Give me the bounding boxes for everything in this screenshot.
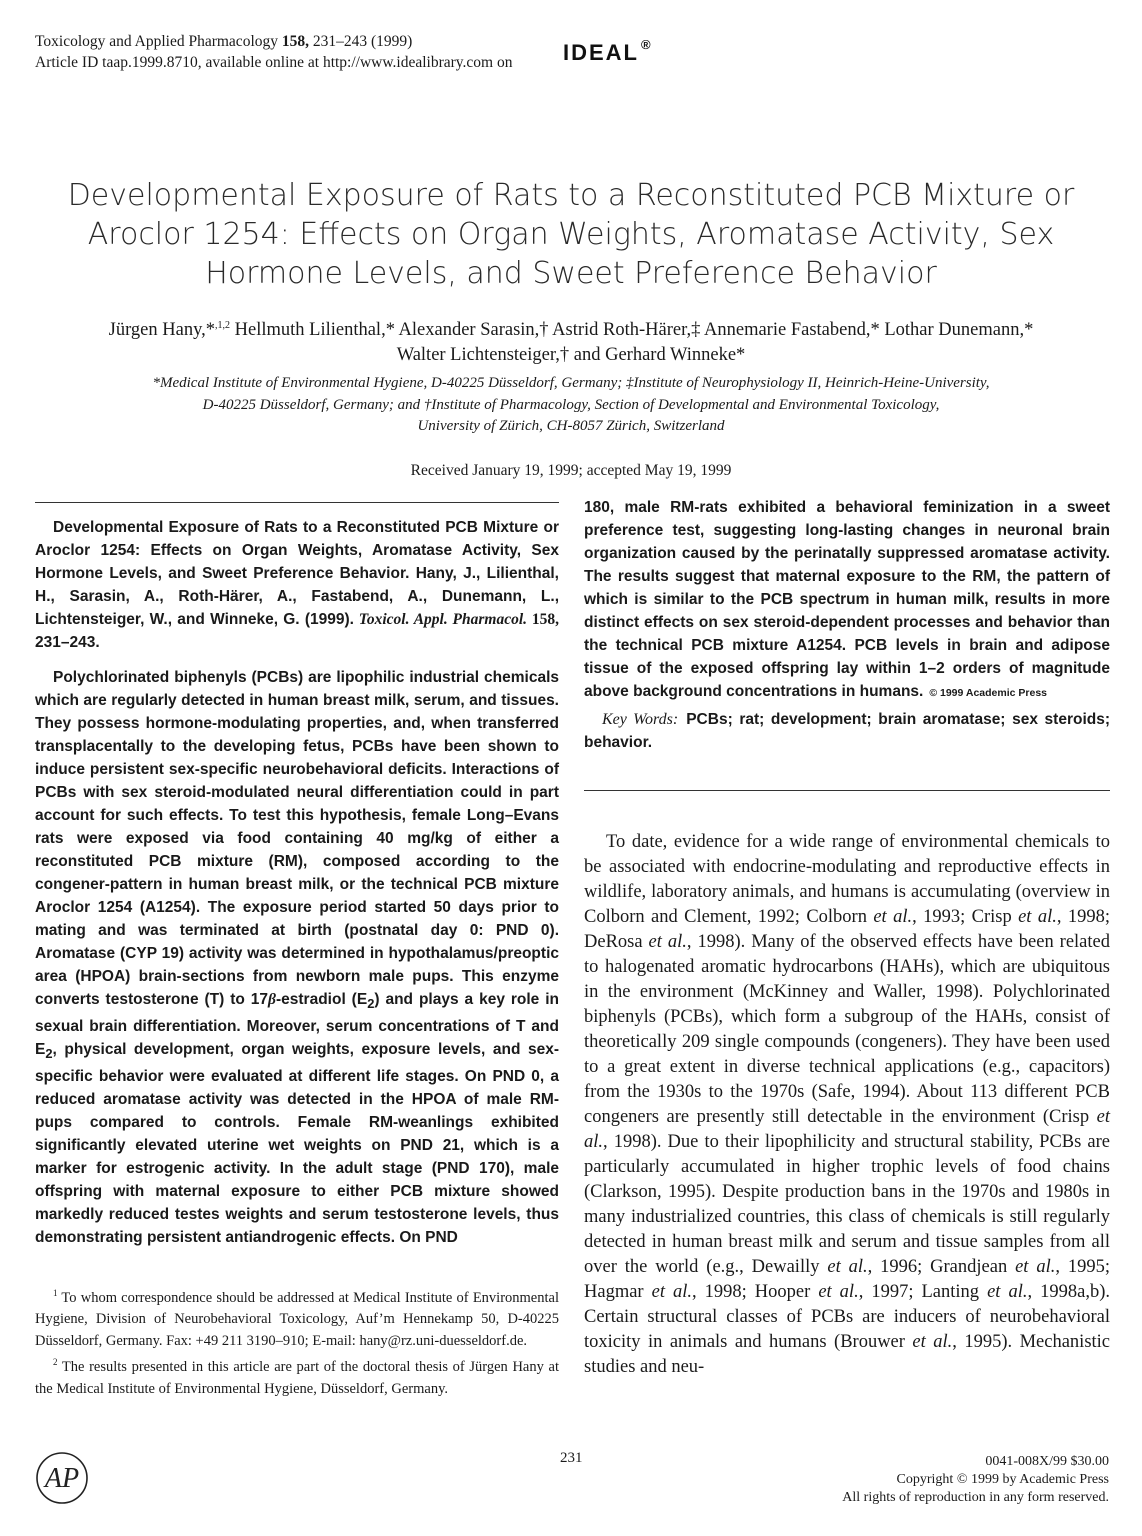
- body-text: [584, 830, 1110, 1380]
- footnotes: [35, 1283, 559, 1400]
- et-al-8: et al.: [818, 1282, 859, 1302]
- body-seg-1: To date, evidence for a wide range of environmental chemicals to be associated with endocrine-modulating and reproductive effects in wildlife, laboratory animals, and humans is accumulating (overview in Colborn and Clement, 1992; Colborn: [584, 832, 1110, 927]
- keywords-list: PCBs; rat; development; brain aromatase; sex steroids; behavior.: [584, 711, 1110, 751]
- affiliation-line-1: *Medical Institute of Environmental Hygiene, D-40225 Düsseldorf, Germany; ‡Institute of Neurophysiology II, Heinrich-Heine-University,: [152, 375, 990, 391]
- abstract-citation-journal: Toxicol. Appl. Pharmacol.: [353, 611, 528, 628]
- abstract-right-column: [584, 496, 1110, 754]
- registered-mark: ®: [641, 37, 653, 52]
- et-al-4: et al.: [584, 1107, 1110, 1152]
- body-seg-7: , 1995; Hagmar: [584, 1257, 1110, 1302]
- author-line-1-rest: Hellmuth Lilienthal,* Alexander Sarasin,† Astrid Roth-Härer,‡ Annemarie Fastabend,* Lothar Dunemann,*: [230, 320, 1034, 341]
- abstract-body-part-2: -estradiol (E: [275, 991, 368, 1008]
- beta-symbol: β: [268, 991, 276, 1008]
- body-seg-5: , 1998). Due to their lipophilicity and structural stability, PCBs are particularly accumulated in higher trophic levels of food chains (Clarkson, 1995). Despite production bans in the 1970s and 1980s in many industrialized countries, this class of chemicals is still regularly detected in human breast milk and serum and tissue samples from all over the world (e.g., Dewailly: [584, 1132, 1110, 1277]
- ideal-logo: [563, 37, 653, 66]
- subscript-2: 2: [367, 996, 375, 1012]
- journal-volume: 158,: [281, 33, 309, 50]
- subscript-2b: 2: [45, 1046, 53, 1062]
- abstract-citation-text: Developmental Exposure of Rats to a Reconstituted PCB Mixture or Aroclor 1254: Effects on Organ Weights, Aromatase Activity, Sex Hormone Levels, and Sweet Preference Behavior. Hany, J., Lilienthal, H., Sarasin, A., Roth-Härer, A., Fastabend, A., Dunemann, L., Lichtensteiger, W., and Winneke, G. (1999).: [35, 519, 559, 628]
- abstract-body: [35, 666, 559, 1249]
- abstract-continued: [584, 496, 1110, 705]
- abstract-citation: [35, 516, 559, 654]
- et-al-10: et al.: [912, 1332, 953, 1352]
- et-al-9: et al.: [987, 1282, 1028, 1302]
- abstract-bottom-rule: [584, 790, 1110, 791]
- article-id-line: Article ID taap.1999.8710, available online at http://www.idealibrary.com on: [35, 54, 513, 71]
- abstract-left-column: [35, 516, 559, 1249]
- journal-header: [35, 31, 513, 73]
- abstract-continued-text: 180, male RM-rats exhibited a behavioral feminization in a sweet preference test, suggesting long-lasting changes in neuronal brain organization caused by the perinatally suppressed aromatase activity. The results suggest that maternal exposure to the RM, the pattern of which is similar to the PCB spectrum in human milk, results in more distinct effects on sex steroid-dependent processes and behavior than the technical PCB mixture A1254. PCB levels in brain and adipose tissue of the exposed offspring lay within 1–2 orders of magnitude above background concentrations in humans.: [584, 499, 1110, 700]
- abstract-citation-volume: 158,: [527, 611, 559, 628]
- academic-press-logo-text: AP: [44, 1463, 80, 1494]
- article-title: Developmental Exposure of Rats to a Reconstituted PCB Mixture or Aroclor 1254: Effects on Organ Weights, Aromatase Activity, Sex Hormone Levels, and Sweet Preference Behavior: [67, 178, 1075, 291]
- abstract-top-rule: [35, 502, 559, 503]
- et-al-7: et al.: [651, 1282, 692, 1302]
- et-al-6: et al.: [1015, 1257, 1056, 1277]
- ideal-logo-text: IDEAL: [563, 40, 639, 65]
- rights-line: All rights of reproduction in any form reserved.: [842, 1490, 1109, 1505]
- page-number: 231: [560, 1450, 583, 1466]
- keywords-label: Key Words:: [602, 711, 679, 728]
- affiliation-line-3: University of Zürich, CH-8057 Zürich, Switzerland: [417, 418, 725, 434]
- affiliation-line-2: D-40225 Düsseldorf, Germany; and †Institute of Pharmacology, Section of Developmental and Environmental Toxicology,: [202, 396, 940, 413]
- et-al-3: et al.: [648, 932, 687, 952]
- body-seg-10: , 1998a,b). Certain structural classes of PCBs are inducers of neurobehavioral toxicity in animals and humans (Brouwer: [584, 1282, 1110, 1352]
- abstract-body-part-3: ) and plays a key role in sexual brain differentiation. Moreover, serum concentrations of T and E: [35, 991, 559, 1059]
- footnote-2-text: The results presented in this article are part of the doctoral thesis of Jürgen Hany at the Medical Institute of Environmental Hygiene, Düsseldorf, Germany.: [35, 1359, 559, 1397]
- journal-name: Toxicology and Applied Pharmacology: [35, 33, 282, 50]
- et-al-2: et al.: [1018, 907, 1057, 927]
- author-list: [20, 313, 1122, 368]
- body-seg-2: , 1993; Crisp: [912, 907, 1019, 927]
- et-al-5: et al.: [827, 1257, 868, 1277]
- keywords: [584, 708, 1110, 754]
- copyright-block: [842, 1453, 1109, 1507]
- academic-press-logo: [35, 1451, 89, 1505]
- issn-price: 0041-008X/99 $30.00: [985, 1454, 1109, 1469]
- body-seg-4: , 1998). Many of the observed effects have been related to halogenated aromatic hydrocarbons (HAHs), which are ubiquitous in the environment (McKinney and Waller, 1998). Polychlorinated biphenyls (PCBs), which form a subgroup of the HAHs, consist of theoretically 209 single compounds (congeners). They have been used to a great extent in diverse technical applications (e.g., capacitors) from the 1930s to the 1970s (Safe, 1994). About 113 different PCB congeners are presently still detectable in the environment (Crisp: [584, 932, 1110, 1127]
- abstract-citation-pages: 231–243.: [35, 634, 100, 651]
- body-seg-9: , 1997; Lanting: [858, 1282, 988, 1302]
- et-al-1: et al.: [873, 907, 913, 927]
- journal-citation-line: [35, 31, 513, 52]
- author-footnote-marks: ,1,2: [215, 320, 231, 331]
- journal-pages: 231–243 (1999): [309, 33, 413, 50]
- footnote-2: [35, 1352, 559, 1400]
- body-seg-6: , 1996; Grandjean: [867, 1257, 1016, 1277]
- first-author: Jürgen Hany,*: [108, 320, 216, 341]
- intro-paragraph: [584, 830, 1110, 1380]
- affiliations: [40, 373, 1102, 438]
- footnote-1: [35, 1283, 559, 1352]
- abstract-body-part-4: , physical development, organ weights, exposure levels, and sex-specific behavior were evaluated at different life stages. On PND 0, a reduced aromatase activity was detected in the HPOA of male RM-pups compared to controls. Female RM-weanlings exhibited significantly elevated uterine wet weights on PND 21, which is a marker for estrogenic activity. In the adult stage (PND 170), male offspring with maternal exposure to either PCB mixture showed markedly reduced testes weights and serum testosterone levels, thus demonstrating persistent antiandrogenic effects. On PND: [35, 1041, 559, 1247]
- author-line-2: Walter Lichtensteiger,† and Gerhard Winneke*: [396, 345, 746, 366]
- footnote-2-mark: 2: [53, 1357, 58, 1368]
- footnote-1-mark: 1: [53, 1288, 58, 1298]
- footnote-1-text: To whom correspondence should be addressed at Medical Institute of Environmental Hygiene, Division of Neurobehavioral Toxicology, Auf’m Hennekamp 50, D-40225 Düsseldorf, Germany. Fax: +49 211 3190–910; E-mail: hany@rz.uni-duesseldorf.de.: [35, 1289, 559, 1349]
- received-dates: Received January 19, 1999; accepted May 19, 1999: [410, 462, 732, 479]
- copyright-line: Copyright © 1999 by Academic Press: [896, 1472, 1109, 1487]
- author-line-1: [20, 313, 1122, 343]
- body-seg-3: , 1998; DeRosa: [584, 907, 1110, 952]
- body-seg-11: , 1995). Mechanistic studies and neu-: [584, 1332, 1111, 1377]
- abstract-body-part-1: Polychlorinated biphenyls (PCBs) are lipophilic industrial chemicals which are regularly detected in human breast milk, serum, and tissues. They possess hormone-modulating properties, and, when transferred transplacentally to the developing fetus, PCBs have been shown to induce persistent sex-specific neurobehavioral deficits. Interactions of PCBs with sex steroid-modulated neural differentiation could in part account for such effects. To test this hypothesis, female Long–Evans rats were exposed via food containing 40 mg/kg of either a reconstituted PCB mixture (RM), composed according to the congener-pattern in human breast milk, or the technical PCB mixture Aroclor 1254 (A1254). The exposure period started 50 days prior to mating and was terminated at birth (postnatal day 0: PND 0). Aromatase (CYP 19) activity was determined in hypothalamus/preoptic area (HPOA) brain-sections from newborn male pups. This enzyme converts testosterone (T) to 17: [35, 669, 559, 1008]
- body-seg-8: , 1998; Hooper: [692, 1282, 819, 1302]
- abstract-copyright: © 1999 Academic Press: [929, 687, 1048, 699]
